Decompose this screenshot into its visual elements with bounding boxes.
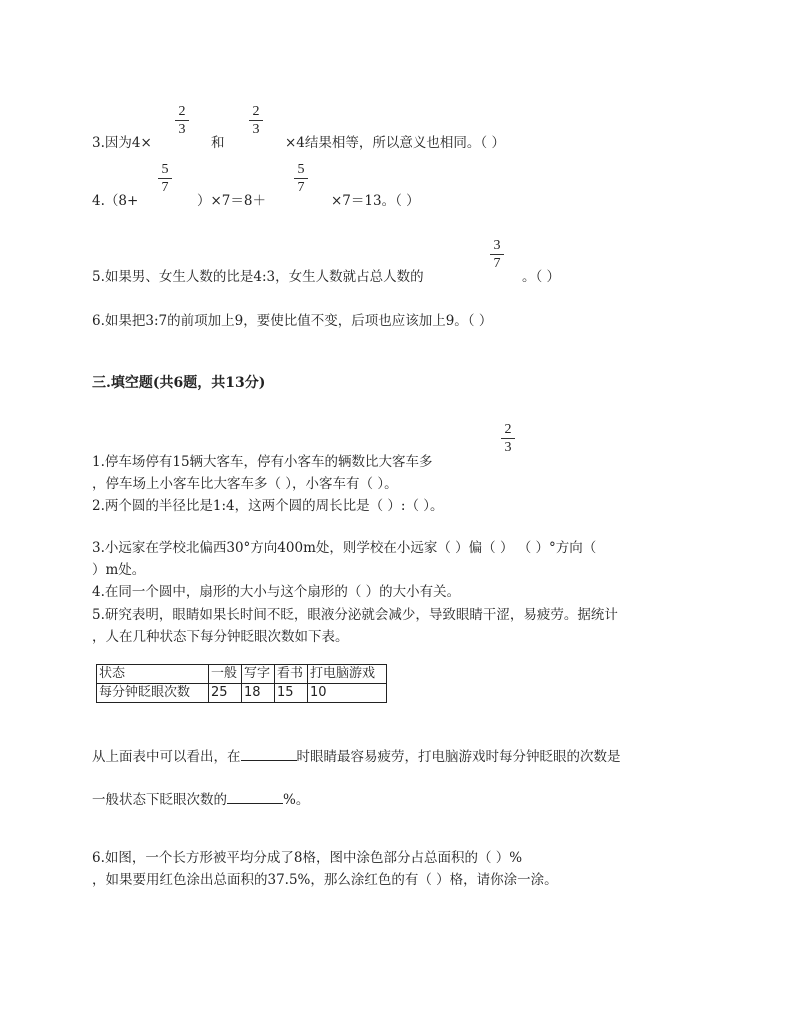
fill-q3-line1: 3.小远家在学校北偏西30°方向400m处，则学校在小远家（ ）偏（ ） （ ）°方向（ bbox=[92, 540, 597, 556]
fraction-bar bbox=[175, 120, 189, 121]
table-header-cell: 一般 bbox=[209, 665, 242, 684]
fraction bbox=[174, 104, 190, 137]
fraction bbox=[248, 104, 264, 137]
fraction-numerator: 2 bbox=[504, 422, 512, 437]
judge-q4-part-a: 4.（8+ bbox=[92, 193, 139, 209]
fill-q3-line2: ）m处。 bbox=[92, 562, 146, 578]
fraction-denominator: 7 bbox=[161, 180, 169, 195]
fraction-denominator: 3 bbox=[178, 122, 186, 137]
fraction-numerator: 5 bbox=[297, 162, 305, 177]
judge-q3 bbox=[92, 131, 152, 151]
table-cell: 25 bbox=[209, 684, 242, 703]
blink-table bbox=[96, 664, 387, 703]
table-header-cell: 写字 bbox=[242, 665, 275, 684]
table-header-cell: 状态 bbox=[97, 665, 209, 684]
answer-blank[interactable] bbox=[227, 791, 283, 804]
fill-q5-after2-b: %。 bbox=[283, 792, 310, 808]
fraction bbox=[293, 162, 309, 195]
fill-q1-line2: ，停车场上小客车比大客车多（ ），小客车有（ ）。 bbox=[92, 476, 398, 492]
judge-q3-part-c: ×4结果相等，所以意义也相同。（ ） bbox=[285, 135, 505, 151]
fill-q5-after2 bbox=[92, 788, 309, 808]
judge-q3-part-a: 3.因为4× bbox=[92, 135, 152, 151]
table-cell: 每分钟眨眼次数 bbox=[97, 684, 209, 703]
section-title: 三.填空题(共6题，共13分) bbox=[92, 375, 266, 391]
judge-q4-part-b: ）×7＝8＋ bbox=[197, 193, 266, 209]
fraction-numerator: 5 bbox=[161, 162, 169, 177]
fill-q5-line2: ，人在几种状态下每分钟眨眼次数如下表。 bbox=[92, 629, 349, 645]
judge-q4-part-c: ×7＝13。（ ） bbox=[331, 193, 420, 209]
fill-q2: 2.两个圆的半径比是1:4，这两个圆的周长比是（ ）:（ ）。 bbox=[92, 498, 444, 514]
fraction bbox=[157, 162, 173, 195]
fraction bbox=[500, 422, 516, 455]
fraction-denominator: 3 bbox=[252, 122, 260, 137]
fill-q4: 4.在同一个圆中，扇形的大小与这个扇形的（ ）的大小有关。 bbox=[92, 584, 461, 600]
table-cell: 18 bbox=[242, 684, 275, 703]
judge-q5-part-a: 5.如果男、女生人数的比是4:3，女生人数就占总人数的 bbox=[92, 269, 424, 285]
fill-q5-after1-b: 时眼睛最容易疲劳，打电脑游戏时每分钟眨眼的次数是 bbox=[296, 749, 621, 765]
fraction bbox=[489, 238, 505, 271]
fill-q5-after2-a: 一般状态下眨眼次数的 bbox=[92, 792, 227, 808]
answer-blank[interactable] bbox=[241, 748, 297, 761]
fill-q5-after1 bbox=[92, 745, 621, 765]
judge-q6: 6.如果把3:7的前项加上9，要使比值不变，后项也应该加上9。（ ） bbox=[92, 313, 493, 329]
fill-q1-line1: 1.停车场停有15辆大客车，停有小客车的辆数比大客车多 bbox=[92, 454, 433, 470]
fraction-bar bbox=[158, 178, 172, 179]
fraction-denominator: 7 bbox=[493, 256, 501, 271]
fraction-bar bbox=[249, 120, 263, 121]
fill-q6-line1: 6.如图，一个长方形被平均分成了8格，图中涂色部分占总面积的（ ）% bbox=[92, 850, 523, 866]
fraction-numerator: 2 bbox=[178, 104, 186, 119]
fraction-bar bbox=[501, 438, 515, 439]
table-header-cell: 看书 bbox=[275, 665, 308, 684]
fraction-numerator: 2 bbox=[252, 104, 260, 119]
fraction-denominator: 3 bbox=[504, 440, 512, 455]
table-cell: 10 bbox=[308, 684, 387, 703]
fraction-numerator: 3 bbox=[493, 238, 501, 253]
fraction-bar bbox=[490, 254, 504, 255]
fraction-bar bbox=[294, 178, 308, 179]
table-header-cell: 打电脑游戏 bbox=[308, 665, 387, 684]
fraction-denominator: 7 bbox=[297, 180, 305, 195]
table-cell: 15 bbox=[275, 684, 308, 703]
table-row bbox=[97, 684, 387, 703]
judge-q5-part-b: 。（ ） bbox=[522, 269, 561, 285]
table-row bbox=[97, 665, 387, 684]
fill-q5-after1-a: 从上面表中可以看出，在 bbox=[92, 749, 241, 765]
fill-q5-line1: 5.研究表明，眼睛如果长时间不眨，眼液分泌就会减少，导致眼睛干涩，易疲劳。据统计 bbox=[92, 607, 618, 623]
fill-q6-line2: ，如果要用红色涂出总面积的37.5%，那么涂红色的有（ ）格，请你涂一涂。 bbox=[92, 872, 558, 888]
judge-q3-part-b: 和 bbox=[211, 135, 225, 151]
